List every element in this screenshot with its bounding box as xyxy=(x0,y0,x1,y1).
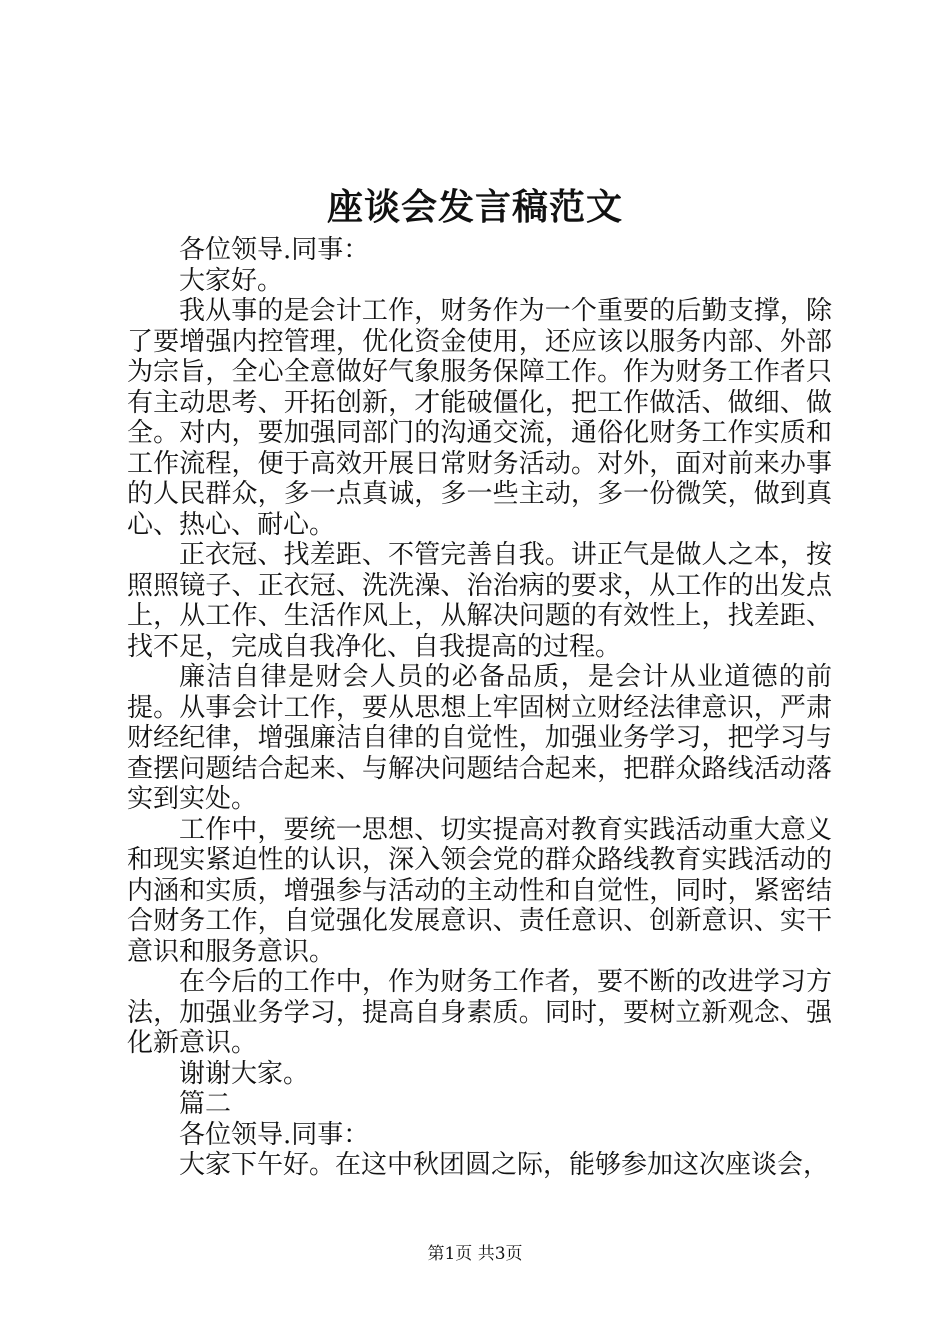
paragraph: 各位领导.同事： xyxy=(179,1119,370,1150)
document-title: 座谈会发言稿范文 xyxy=(326,186,623,228)
paragraph: 谢谢大家。 xyxy=(179,1058,310,1089)
paragraph: 各位领导.同事： xyxy=(179,235,370,265)
section-heading: 篇二 xyxy=(179,1089,232,1119)
paragraph: 在今后的工作中，作为财务工作者，要不断的改进学习方法，加强业务学习，提高自身素质。同时，要树立新观念、强化新意识。 xyxy=(127,967,832,1058)
paragraph: 我从事的是会计工作，财务作为一个重要的后勤支撑，除了要增强内控管理，优化资金使用，还应该以服务内部、外部为宗旨，全心全意做好气象服务保障工作。作为财务工作者只有主动思考、开拓创新，才能破僵化，把工作做活、做细、做全。对内，要加强同部门的沟通交流，通俗化财务工作实质和工作流程，便于高效开展日常财务活动。对外，面对前来办事的人民群众，多一点真诚，多一些主动，多一份微笑，做到真心、热心、耐心。 xyxy=(127,296,832,540)
document-body xyxy=(127,235,832,1181)
paragraph: 廉洁自律是财会人员的必备品质，是会计从业道德的前提。从事会计工作，要从思想上牢固树立财经法律意识，严肃财经纪律，增强廉洁自律的自觉性，加强业务学习，把学习与查摆问题结合起来、与解决问题结合起来，把群众路线活动落实到实处。 xyxy=(127,662,832,814)
page-footer: 第1页 共3页 xyxy=(427,1244,523,1264)
paragraph: 大家下午好。在这中秋团圆之际，能够参加这次座谈会， xyxy=(179,1150,830,1180)
paragraph: 大家好。 xyxy=(179,265,284,296)
paragraph: 工作中，要统一思想、切实提高对教育实践活动重大意义和现实紧迫性的认识，深入领会党的群众路线教育实践活动的内涵和实质，增强参与活动的主动性和自觉性，同时，紧密结合财务工作，自觉强化发展意识、责任意识、创新意识、实干意识和服务意识。 xyxy=(127,814,832,967)
paragraph: 正衣冠、找差距、不管完善自我。讲正气是做人之本，按照照镜子、正衣冠、洗洗澡、治治病的要求，从工作的出发点上，从工作、生活作风上，从解决问题的有效性上，找差距、找不足，完成自我净化、自我提高的过程。 xyxy=(127,540,832,662)
